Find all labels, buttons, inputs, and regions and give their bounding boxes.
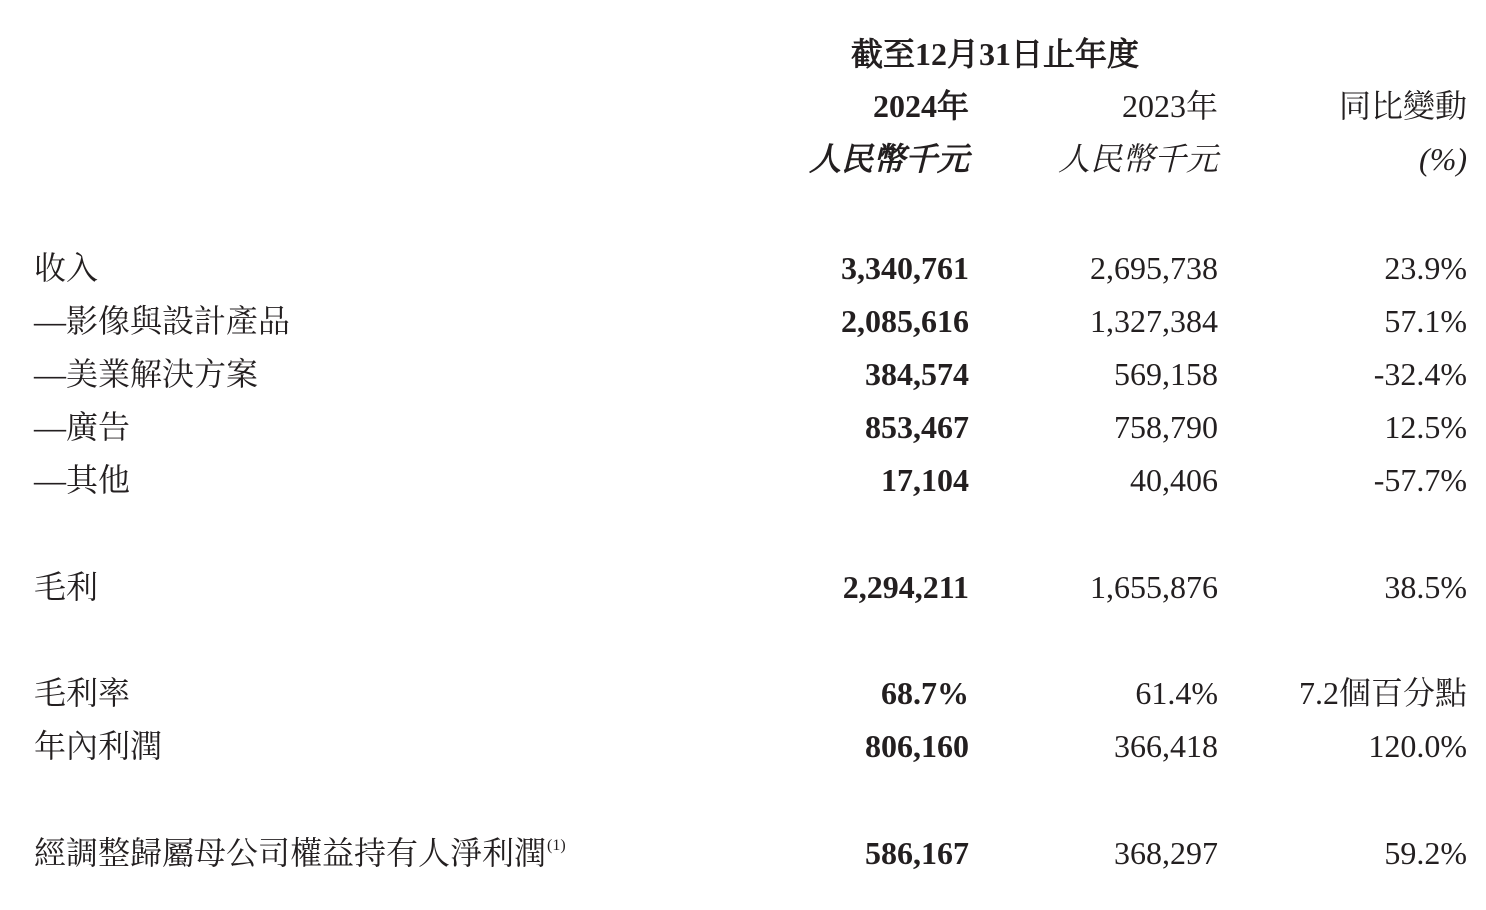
row-label-text: 經調整歸屬母公司權益持有人淨利潤 [34, 835, 547, 871]
row-value-2023: 40,406 [1130, 462, 1218, 498]
footnote-marker: (1) [547, 837, 566, 854]
row-value-2023: 61.4% [1135, 675, 1218, 711]
row-value-2023: 758,790 [1114, 409, 1218, 445]
row-change: 120.0% [1368, 728, 1467, 764]
row-value-2023: 368,297 [1114, 835, 1218, 871]
row-value-2024: 3,340,761 [841, 250, 969, 286]
row-value-2024: 806,160 [865, 728, 969, 764]
row-value-2024: 853,467 [865, 409, 969, 445]
col-2023-year: 2023年 [1121, 88, 1218, 124]
row-value-2024: 2,294,211 [842, 569, 969, 605]
row-change: 12.5% [1384, 409, 1467, 445]
row-value-2023: 569,158 [1114, 356, 1218, 392]
col-2023-unit: 人民幣千元 [1057, 141, 1218, 177]
row-change: 38.5% [1384, 569, 1467, 605]
row-label-adjusted-net-profit [34, 837, 566, 869]
row-value-2024: 68.7% [881, 675, 969, 711]
row-value-2024: 17,104 [881, 462, 969, 498]
row-value-2024: 586,167 [865, 835, 969, 871]
row-label-gross-margin: 毛利率 [34, 675, 131, 711]
row-value-2024: 384,574 [865, 356, 969, 392]
row-change: 59.2% [1384, 835, 1467, 871]
row-change: -32.4% [1373, 356, 1467, 392]
row-label-advertising: —廣告 [34, 409, 131, 445]
col-change-unit: (%) [1419, 141, 1467, 177]
row-label-beauty-solutions: —美業解決方案 [34, 356, 259, 392]
row-label-revenue: 收入 [34, 250, 99, 286]
row-label-imaging-design: —影像與設計產品 [34, 303, 291, 339]
row-change: 23.9% [1384, 250, 1467, 286]
row-value-2023: 2,695,738 [1090, 250, 1218, 286]
period-heading: 截至12月31日止年度 [850, 36, 1139, 72]
row-value-2023: 1,327,384 [1090, 303, 1218, 339]
row-label-profit-for-year: 年內利潤 [34, 728, 163, 764]
col-change: 同比變動 [1338, 88, 1467, 124]
row-change: 7.2個百分點 [1298, 675, 1467, 711]
col-2024-unit: 人民幣千元 [808, 141, 969, 177]
row-value-2024: 2,085,616 [841, 303, 969, 339]
row-change: 57.1% [1384, 303, 1467, 339]
row-label-gross-profit: 毛利 [34, 569, 99, 605]
col-2024-year: 2024年 [872, 88, 969, 124]
row-change: -57.7% [1373, 462, 1467, 498]
row-label-others: —其他 [34, 462, 131, 498]
row-value-2023: 1,655,876 [1090, 569, 1218, 605]
row-value-2023: 366,418 [1114, 728, 1218, 764]
